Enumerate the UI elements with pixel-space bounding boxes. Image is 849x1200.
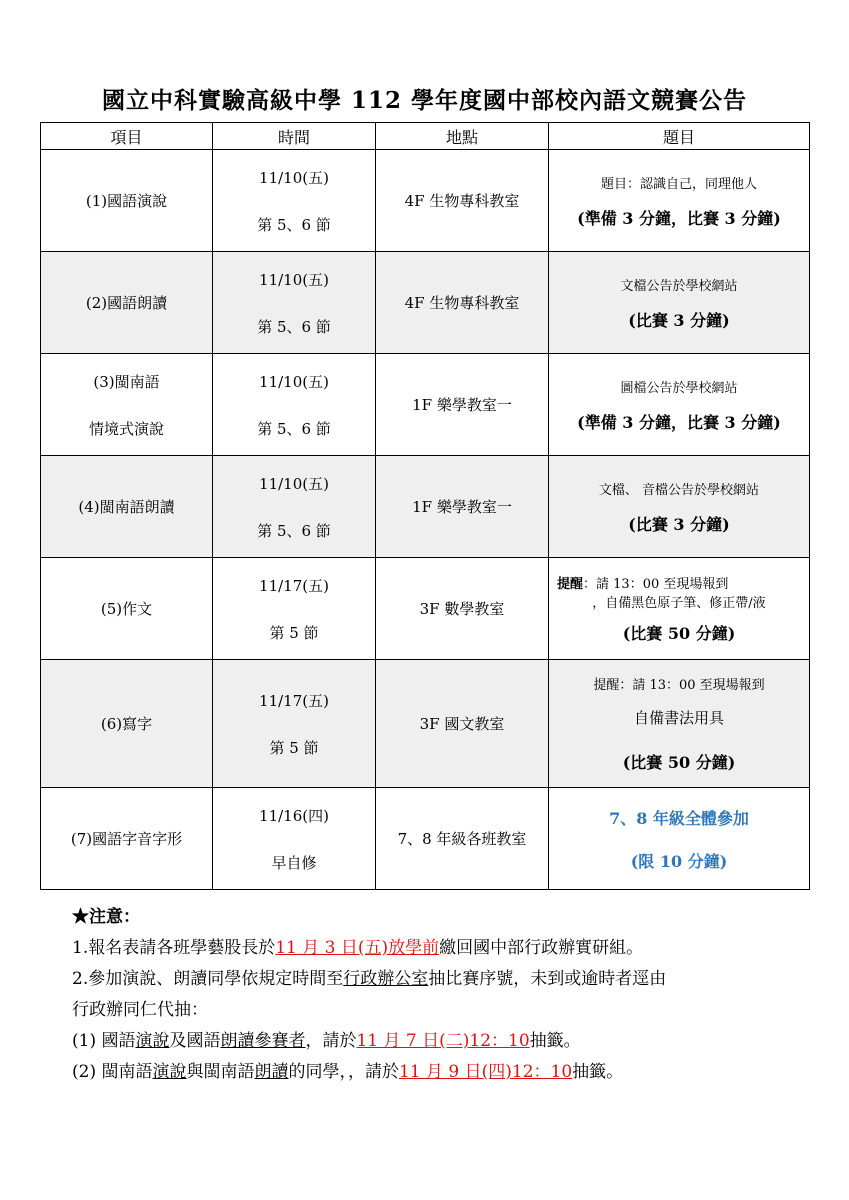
cell-topic <box>549 660 810 788</box>
cell-time <box>213 252 376 354</box>
cell-period: 第 5 節 <box>269 738 319 757</box>
cell-place: 1F 樂學教室一 <box>376 456 549 558</box>
cell-date: 11/10(五) <box>259 270 329 289</box>
deadline-highlight: 11 月 3 日(五)放學前 <box>275 938 440 958</box>
cell-period: 第 5 節 <box>269 623 319 642</box>
topic-text: 7、8 年級全體參加 <box>609 808 749 828</box>
schedule-table <box>40 122 810 890</box>
topic-duration: (限 10 分鐘) <box>630 851 728 871</box>
topic-text: 題目：認識自己，同理他人 <box>600 176 757 192</box>
cell-time <box>213 660 376 788</box>
cell-period: 早自修 <box>271 853 317 872</box>
cell-place: 1F 樂學教室一 <box>376 354 549 456</box>
header-item: 項目 <box>41 123 213 150</box>
table-row <box>41 660 810 788</box>
cell-topic <box>549 252 810 354</box>
table-row <box>41 150 810 252</box>
note-line-2: 2.參加演說、朗讀同學依規定時間至行政辦公室抽比賽序號，未到或逾時者逕由 <box>72 969 667 989</box>
cell-place: 4F 生物專科教室 <box>376 150 549 252</box>
cell-date: 11/16(四) <box>259 806 329 825</box>
cell-time <box>213 558 376 660</box>
cell-date: 11/10(五) <box>259 474 329 493</box>
cell-item: (4)閩南語朗讀 <box>41 456 213 558</box>
table-row <box>41 456 810 558</box>
cell-item-line: (3)閩南語 <box>93 372 160 391</box>
cell-place: 3F 國文教室 <box>376 660 549 788</box>
reminder-label: 提醒 <box>557 577 584 592</box>
cell-date: 11/10(五) <box>259 168 329 187</box>
cell-item: (2)國語朗讀 <box>41 252 213 354</box>
cell-date: 11/17(五) <box>259 576 329 595</box>
cell-topic <box>549 354 810 456</box>
topic-text: 圖檔公告於學校網站 <box>620 380 738 396</box>
cell-period: 第 5、6 節 <box>257 521 331 540</box>
note-line-1: 1.報名表請各班學藝股長於11 月 3 日(五)放學前繳回國中部行政辦實研組。 <box>72 938 644 958</box>
table-header-row <box>41 123 810 150</box>
topic-duration: (比賽 50 分鐘) <box>622 753 736 772</box>
header-place: 地點 <box>376 123 549 150</box>
cell-item: (5)作文 <box>41 558 213 660</box>
cell-topic <box>549 456 810 558</box>
cell-item <box>41 354 213 456</box>
topic-duration: (比賽 3 分鐘) <box>628 514 730 534</box>
cell-place: 7、8 年級各班教室 <box>376 788 549 890</box>
draw-time-highlight: 11 月 9 日(四)12：10 <box>398 1062 573 1082</box>
cell-period: 第 5、6 節 <box>257 215 331 234</box>
header-time: 時間 <box>213 123 376 150</box>
cell-item-line: 情境式演說 <box>88 419 164 438</box>
note-line-5: (2) 閩南語演說與閩南語朗讀的同學，，請於11 月 9 日(四)12：10抽籤。 <box>72 1062 624 1082</box>
topic-text: ，自備黑色原子筆、修正帶/液 <box>592 596 766 611</box>
cell-place: 4F 生物專科教室 <box>376 252 549 354</box>
cell-topic <box>549 150 810 252</box>
cell-item: (6)寫字 <box>41 660 213 788</box>
cell-period: 第 5、6 節 <box>257 419 331 438</box>
cell-place: 3F 數學教室 <box>376 558 549 660</box>
topic-text: 文檔、 音檔公告於學校網站 <box>598 482 760 498</box>
notes-section <box>72 902 812 1088</box>
cell-time <box>213 456 376 558</box>
topic-duration: (準備 3 分鐘，比賽 3 分鐘) <box>577 412 781 432</box>
note-line-3: 行政辦同仁代抽： <box>72 1000 208 1020</box>
cell-item: (1)國語演說 <box>41 150 213 252</box>
note-line-4: (1) 國語演說及國語朗讀參賽者，請於11 月 7 日(二)12：10抽籤。 <box>72 1031 581 1051</box>
cell-time <box>213 788 376 890</box>
page-title: 國立中科實驗高級中學 112 學年度國中部校內語文競賽公告 <box>101 87 748 114</box>
topic-duration: (比賽 50 分鐘) <box>622 624 736 643</box>
topic-text: 自備書法用具 <box>633 709 724 727</box>
cell-topic <box>549 558 810 660</box>
topic-text: 提醒：請 13：00 至現場報到 <box>593 678 765 693</box>
table-row <box>41 788 810 890</box>
cell-time <box>213 354 376 456</box>
topic-duration: (準備 3 分鐘，比賽 3 分鐘) <box>577 208 781 228</box>
table-row <box>41 252 810 354</box>
cell-date: 11/10(五) <box>259 372 329 391</box>
cell-item: (7)國語字音字形 <box>41 788 213 890</box>
table-row <box>41 558 810 660</box>
cell-period: 第 5、6 節 <box>257 317 331 336</box>
cell-topic <box>549 788 810 890</box>
cell-time <box>213 150 376 252</box>
topic-duration: (比賽 3 分鐘) <box>628 310 730 330</box>
topic-text: ：請 13：00 至現場報到 <box>583 577 729 592</box>
notes-heading: ★注意： <box>72 907 140 927</box>
table-row <box>41 354 810 456</box>
draw-time-highlight: 11 月 7 日(二)12：10 <box>356 1031 530 1051</box>
header-topic: 題目 <box>549 123 810 150</box>
topic-text: 文檔公告於學校網站 <box>620 278 738 294</box>
cell-date: 11/17(五) <box>259 691 329 710</box>
